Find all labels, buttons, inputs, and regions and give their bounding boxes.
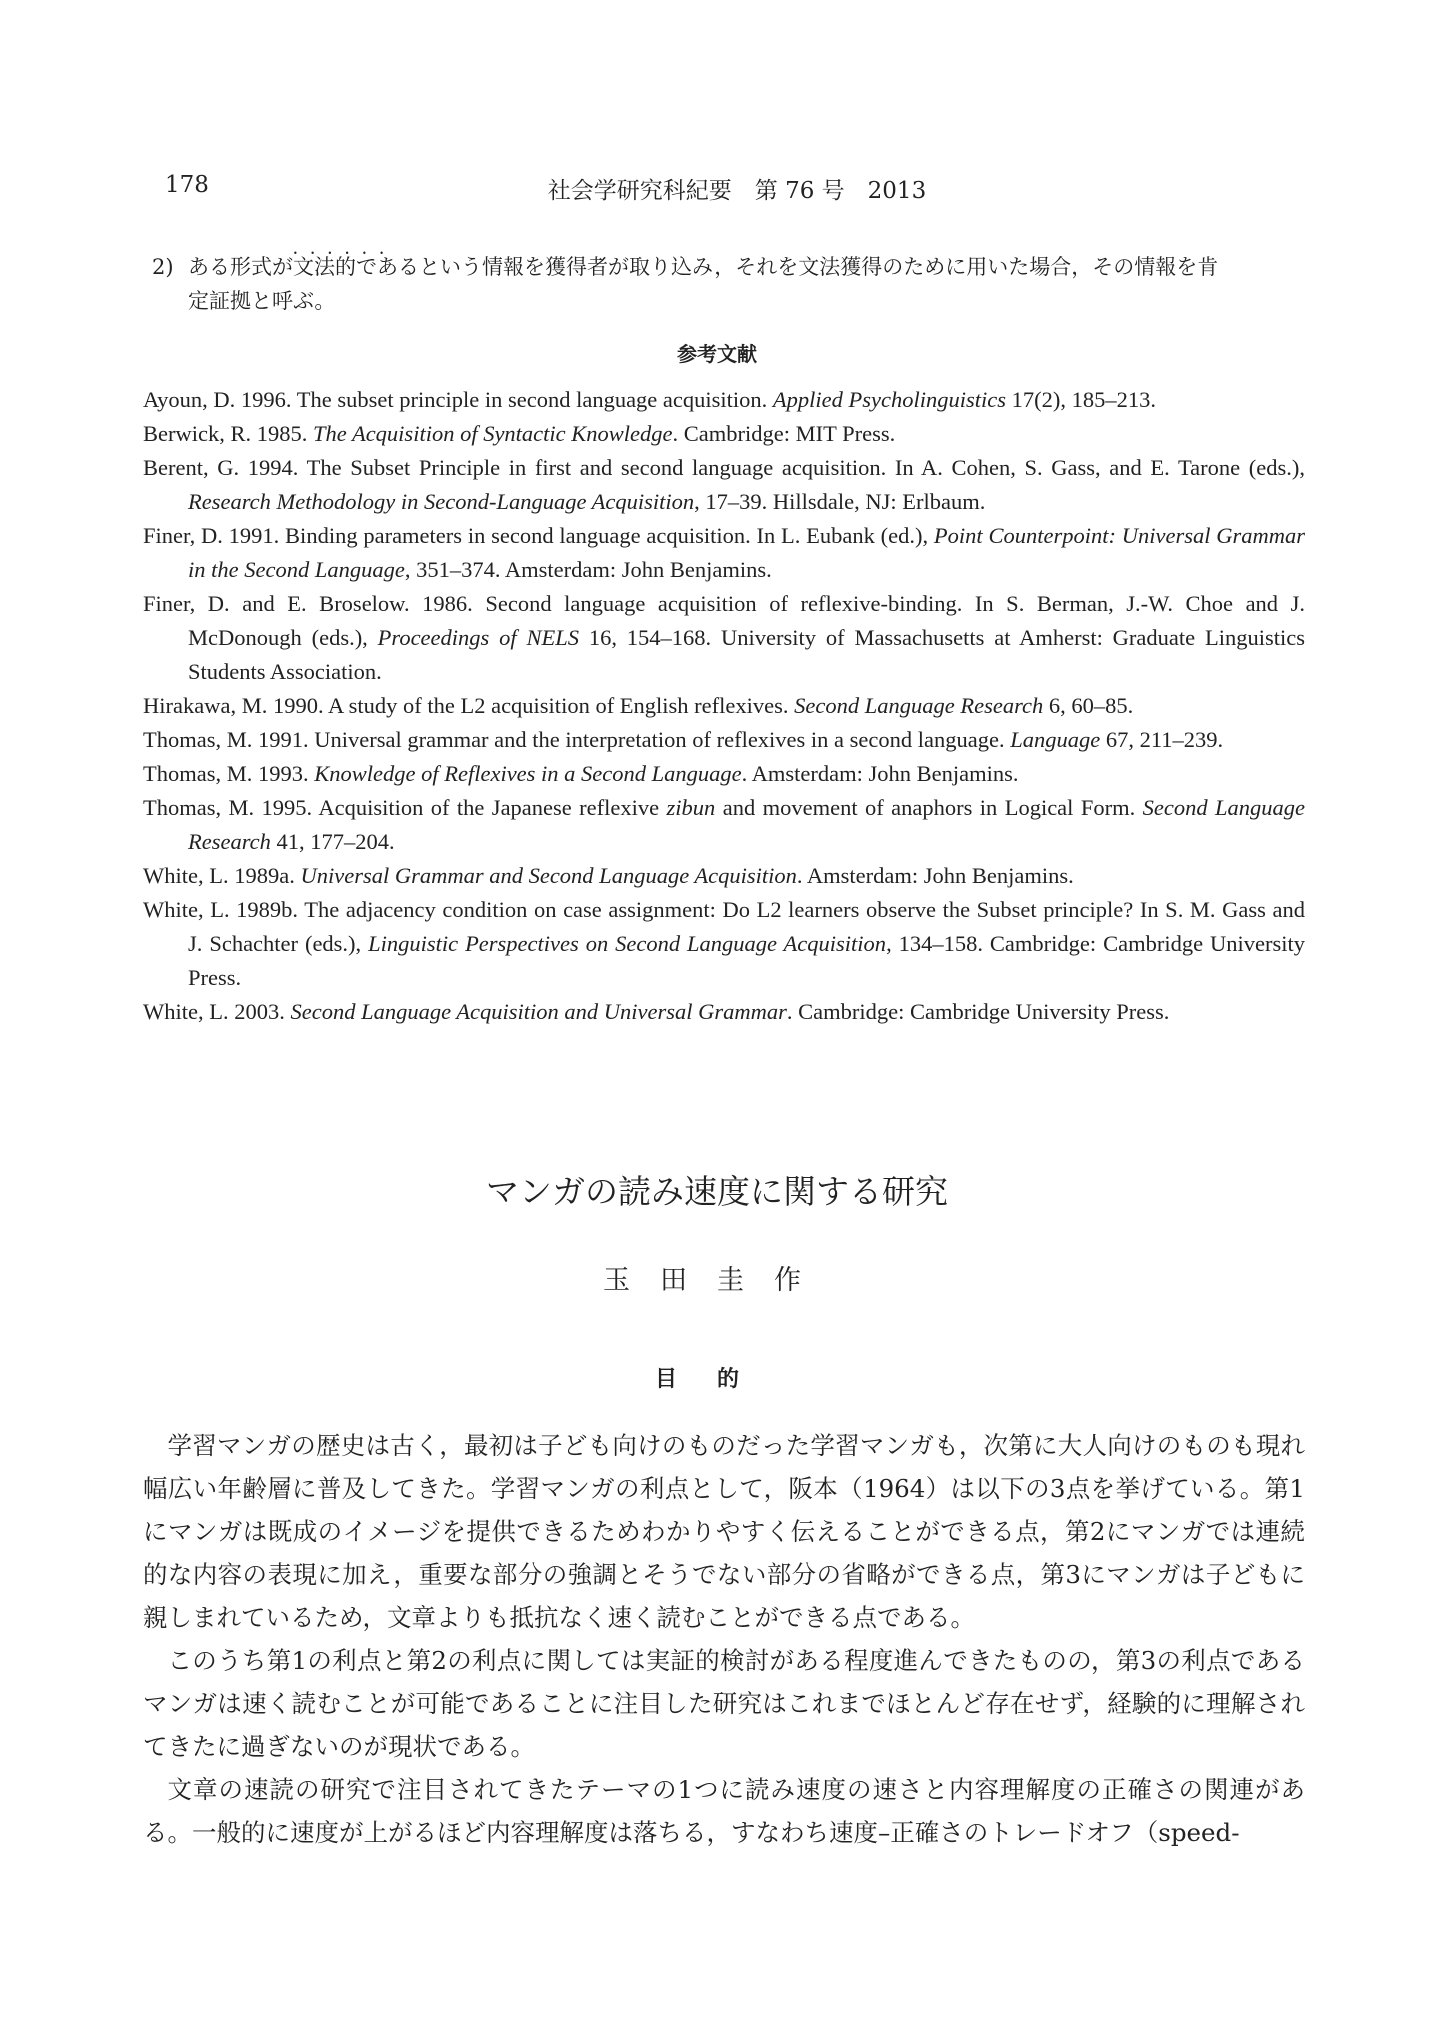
reference-title: Second Language Acquisition and Universal Grammar bbox=[290, 999, 787, 1024]
references-heading: 参考文献 bbox=[677, 342, 757, 366]
reference-entry bbox=[143, 587, 1305, 689]
footnote-line2: 定証拠と呼ぶ。 bbox=[188, 289, 336, 313]
reference-text: , 17–39. Hillsdale, NJ: Erlbaum. bbox=[694, 489, 986, 514]
running-header bbox=[165, 172, 1269, 205]
reference-title: zibun bbox=[666, 795, 716, 820]
article-body bbox=[143, 1424, 1305, 1854]
reference-text: Hirakawa, M. 1990. A study of the L2 acquisition of English reflexives. bbox=[143, 693, 795, 718]
reference-entry bbox=[143, 893, 1305, 995]
reference-title: Research Methodology in Second-Language Acquisition bbox=[188, 489, 695, 514]
reference-text: . Amsterdam: John Benjamins. bbox=[741, 761, 1019, 786]
reference-text: White, L. 2003. bbox=[143, 999, 291, 1024]
reference-title: Applied Psycholinguistics bbox=[772, 387, 1006, 412]
reference-entry bbox=[143, 451, 1305, 519]
paragraph: 文章の速読の研究で注目されてきたテーマの1つに読み速度の速さと内容理解度の正確さの関連がある。一般的に速度が上がるほど内容理解度は落ちる，すなわち速度–正確さのトレードオフ（speed- bbox=[143, 1775, 1305, 1847]
footnote-text-a: ある形式が bbox=[188, 255, 293, 279]
reference-title: Second Language Research bbox=[794, 693, 1044, 718]
paragraph: 学習マンガの歴史は古く，最初は子ども向けのものだった学習マンガも，次第に大人向けのものも現れ幅広い年齢層に普及してきた。学習マンガの利点として，阪本（1964）は以下の3点を挙げている。第1にマンガは既成のイメージを提供できるためわかりやすく伝えることができる点，第2にマンガでは連続的な内容の表現に加え，重要な部分の強調とそうでない部分の省略ができる点，第3にマンガは子どもに親しまれているため，文章よりも抵抗なく速く読むことができる点である。 bbox=[143, 1431, 1305, 1632]
reference-text: 16, 154–168. University of Massachusetts at Amherst: Graduate Linguistics Students Association. bbox=[188, 625, 1305, 684]
journal-title: 社会学研究科紀要 第 76 号 2013 bbox=[547, 178, 927, 204]
reference-text: 67, 211–239. bbox=[1100, 727, 1224, 752]
reference-entry bbox=[143, 519, 1305, 587]
reference-text: Finer, D. 1991. Binding parameters in second language acquisition. In L. Eubank (ed.), bbox=[143, 523, 934, 548]
reference-text: 41, 177–204. bbox=[270, 829, 395, 854]
reference-entry bbox=[143, 791, 1305, 859]
reference-list bbox=[143, 383, 1305, 1029]
reference-text: 17(2), 185–213. bbox=[1006, 387, 1156, 412]
reference-title: Point Counterpoint: Universal Grammar in the Second Language bbox=[188, 523, 1305, 582]
reference-text: . Cambridge: MIT Press. bbox=[672, 421, 896, 446]
reference-entry bbox=[143, 383, 1305, 417]
reference-text: . Amsterdam: John Benjamins. bbox=[796, 863, 1074, 888]
article-title: マンガの読み速度に関する研究 bbox=[486, 1172, 948, 1211]
reference-text: . Cambridge: Cambridge University Press. bbox=[786, 999, 1170, 1024]
reference-title: Universal Grammar and Second Language Acquisition bbox=[300, 863, 797, 888]
reference-text: 6, 60–85. bbox=[1043, 693, 1134, 718]
reference-entry bbox=[143, 757, 1305, 791]
footnote-emphasis: • • • 文法的である bbox=[293, 255, 419, 279]
reference-text: , 351–374. Amsterdam: John Benjamins. bbox=[404, 557, 772, 582]
reference-text: White, L. 1989b. The adjacency condition on case assignment: Do L2 learners observe the Subset principle? In S. M. Gass and J. Schachter (eds.), bbox=[143, 897, 1305, 956]
footnote-text-b: という情報を獲得者が取り込み，それを文法獲得のために用いた場合，その情報を肯 bbox=[419, 255, 1219, 279]
reference-entry bbox=[143, 723, 1305, 757]
page-number: 178 bbox=[165, 172, 209, 198]
reference-text: Finer, D. and E. Broselow. 1986. Second language acquisition of reflexive-binding. In S. Berman, J.-W. Choe and J. McDonough (eds.), bbox=[143, 591, 1305, 650]
section-heading: 目的 bbox=[654, 1366, 779, 1392]
reference-title: Language bbox=[1010, 727, 1101, 752]
reference-text: Thomas, M. 1993. bbox=[143, 761, 315, 786]
footnote-2 bbox=[152, 250, 1306, 318]
reference-text: Thomas, M. 1991. Universal grammar and the interpretation of reflexives in a second language. bbox=[143, 727, 1011, 752]
reference-title: The Acquisition of Syntactic Knowledge bbox=[312, 421, 673, 446]
reference-entry bbox=[143, 689, 1305, 723]
footnote-number: 2) bbox=[152, 255, 174, 279]
reference-text: Berent, G. 1994. The Subset Principle in first and second language acquisition. In A. Cohen, S. Gass, and E. Tarone (eds.), bbox=[143, 455, 1305, 480]
reference-entry bbox=[143, 995, 1305, 1029]
reference-title: Proceedings of NELS bbox=[377, 625, 579, 650]
article-author: 玉田圭作 bbox=[603, 1265, 831, 1296]
paragraph: このうち第1の利点と第2の利点に関しては実証的検討がある程度進んできたものの，第3の利点であるマンガは速く読むことが可能であることに注目した研究はこれまでほとんど存在せず，経験的に理解されてきたに過ぎないのが現状である。 bbox=[143, 1646, 1305, 1761]
reference-text: and movement of anaphors in Logical Form. bbox=[715, 795, 1143, 820]
reference-text: Ayoun, D. 1996. The subset principle in second language acquisition. bbox=[143, 387, 773, 412]
reference-text: Thomas, M. 1995. Acquisition of the Japanese reflexive bbox=[143, 795, 667, 820]
reference-title: Knowledge of Reflexives in a Second Language bbox=[314, 761, 742, 786]
reference-entry bbox=[143, 417, 1305, 451]
reference-title: Second Language Research bbox=[188, 795, 1306, 854]
reference-text: Berwick, R. 1985. bbox=[143, 421, 313, 446]
reference-entry bbox=[143, 859, 1305, 893]
reference-title: Linguistic Perspectives on Second Language Acquisition bbox=[368, 931, 887, 956]
reference-text: White, L. 1989a. bbox=[143, 863, 301, 888]
reference-text: , 134–158. Cambridge: Cambridge University Press. bbox=[188, 931, 1305, 990]
